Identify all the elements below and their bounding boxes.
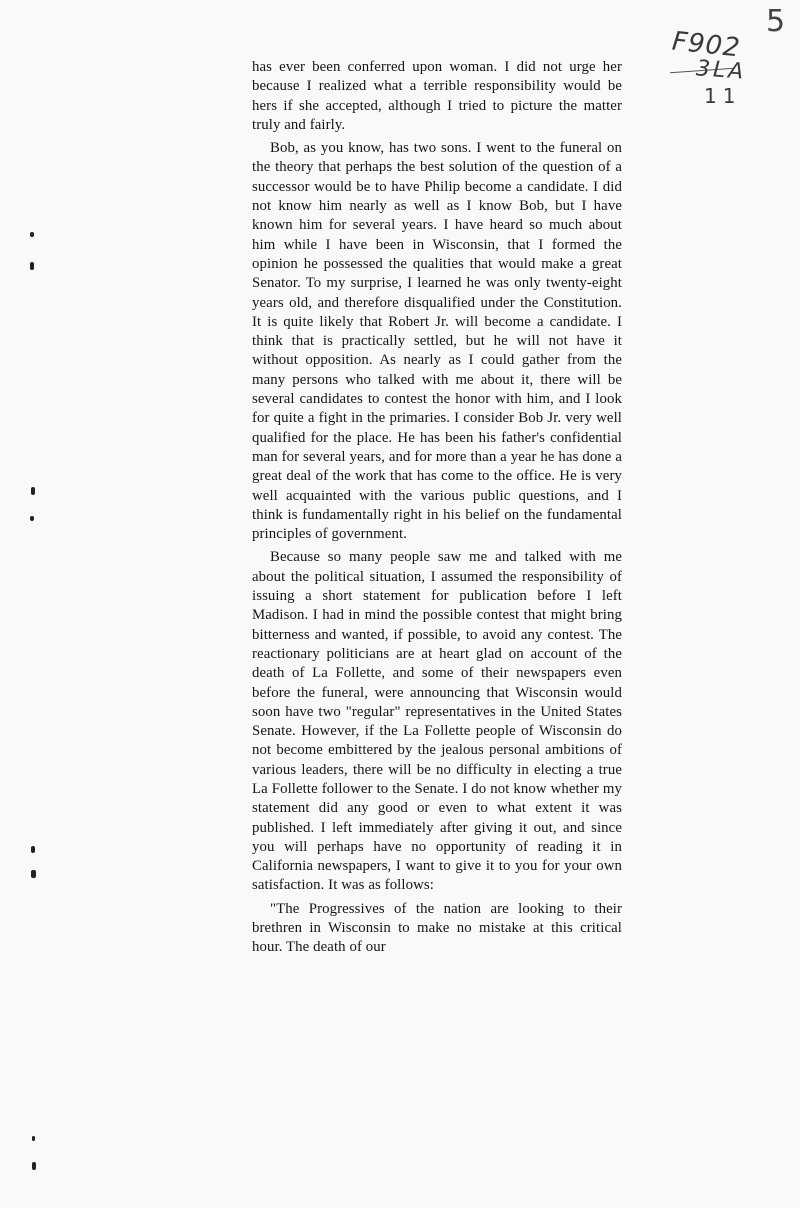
catalog-code-line1: F902 xyxy=(670,26,742,64)
catalog-code-line3: 11 xyxy=(704,84,742,108)
paragraph-4-quote: "The Progressives of the nation are looking to their brethren in Wisconsin to make no mistake at this critical hour. The death of our xyxy=(252,900,622,956)
margin-mark xyxy=(30,516,34,521)
margin-mark xyxy=(32,1136,35,1141)
margin-mark xyxy=(31,487,35,495)
paragraph-3: Because so many people saw me and talked with me about the political situation, I assumed the responsibility of issuing a short statement for publication before I left Madison. I had in mind the possible contest that might bring bitterness and wanted, if possible, to avoid any contest. The reactionary politicians are at heart glad on account of the death of La Follette, and some of their newspapers even before the funeral, were announcing that Wisconsin would soon have two "regular" representatives in the United States Senate. However, if the La Follette people of Wisconsin do not become embittered by the jealous personal ambitions of various leaders, there will be no difficulty in electing a true La Follette follower to the Senate. I do not know whether my statement did any good or even to what extent it was published. I left immediately after giving it out, and since you will perhaps have no opportunity of reading it in California newspapers, I want to give it to you for your own satisfaction. It was as follows: xyxy=(252,549,622,894)
margin-mark xyxy=(31,870,36,878)
margin-mark xyxy=(32,1162,36,1170)
catalog-code-line2: 3LA xyxy=(695,56,748,85)
letter-text-column xyxy=(252,58,622,962)
page-number: 5 xyxy=(766,4,786,39)
margin-mark xyxy=(30,232,34,237)
margin-mark xyxy=(30,262,34,270)
paragraph-1: has ever been conferred upon woman. I did not urge her because I realized what a terrible responsibility would be hers if she accepted, although I tried to picture the matter truly and fairly. xyxy=(252,59,622,133)
margin-mark xyxy=(31,846,35,853)
paragraph-2: Bob, as you know, has two sons. I went to the funeral on the theory that perhaps the best solution of the question of a successor would be to have Philip become a candidate. I did not know him nearly as well as I know Bob, but I have known him for several years. I have heard so much about him while I have been in Wisconsin, that I formed the opinion he possessed the qualities that would make a great Senator. To my surprise, I learned he was only twenty-eight years old, and therefore disqualified under the Constitution. It is quite likely that Robert Jr. will become a candidate. I think that is practically settled, but he will not have it without opposition. As nearly as I could gather from the many persons who talked with me about it, there will be several candidates to contest the honor with him, and I look for quite a fight in the primaries. I consider Bob Jr. very well qualified for the place. He has been his father's confidential man for several years, and for more than a year he has done a great deal of the work that has come to the office. He is very well acquainted with the various public questions, and I think is fundamentally right in his belief on the fundamental principles of government. xyxy=(252,140,622,543)
